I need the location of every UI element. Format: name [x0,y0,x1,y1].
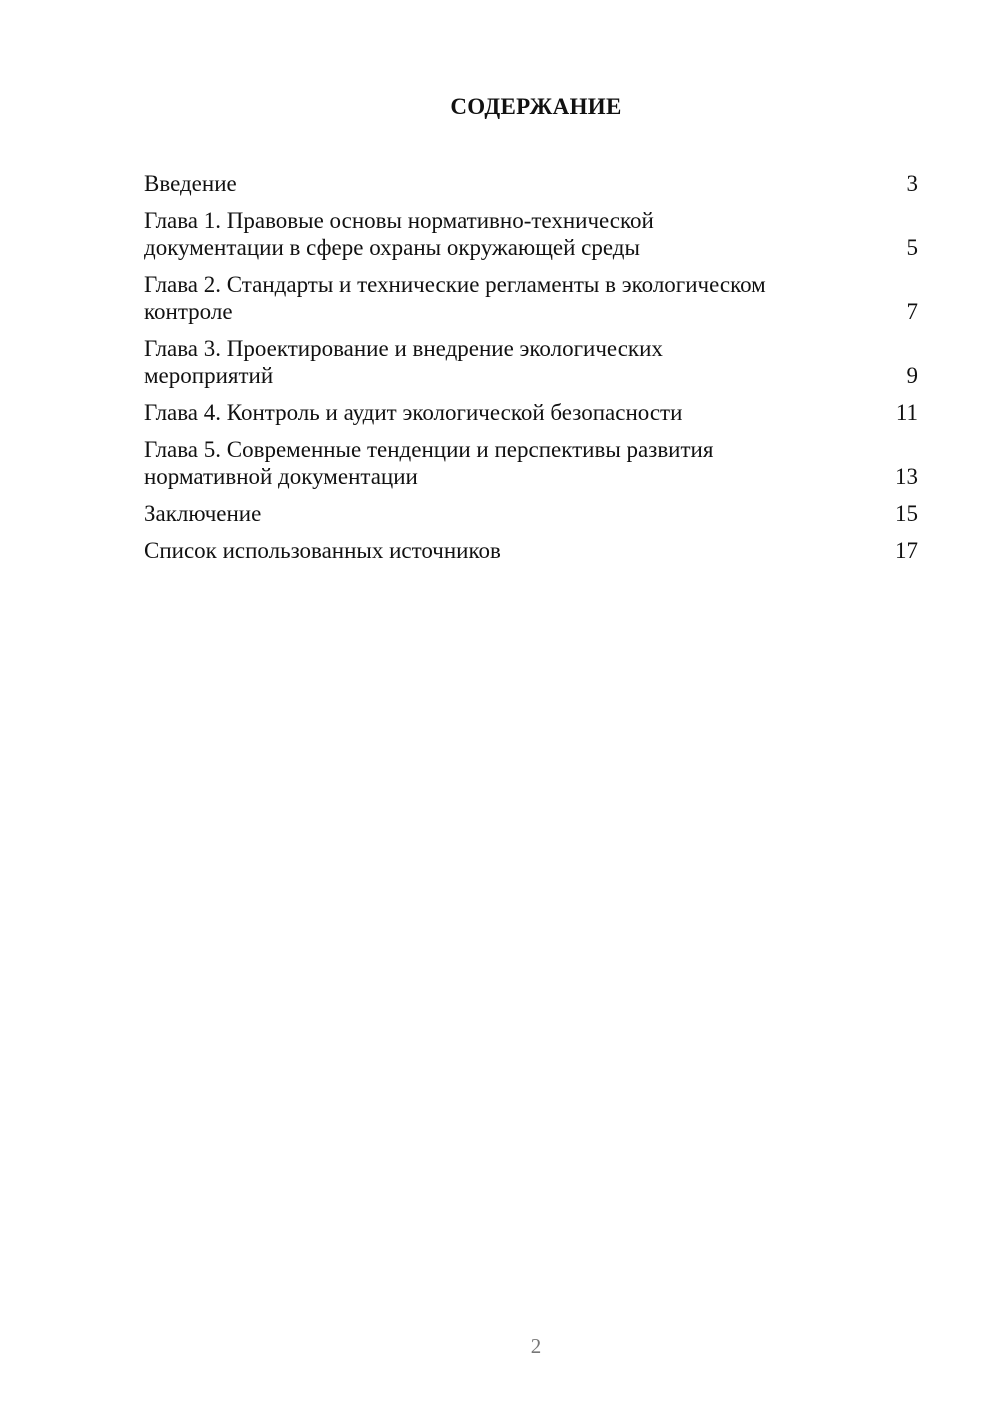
page-number: 2 [530,1334,542,1358]
page-title: СОДЕРЖАНИЕ [450,94,622,119]
toc-entry-title: Глава 4. Контроль и аудит экологической безопасности [144,400,683,425]
toc-entry-title: Глава 5. Современные тенденции и перспективы развития нормативной документации [144,437,714,489]
toc-entry-page: 17 [895,538,918,563]
toc-entry-introduction [144,170,920,197]
toc-entry-page: 11 [895,400,918,425]
toc-entry-references [144,537,920,564]
toc-entry-title: Заключение [144,501,262,526]
toc-entry-chapter-4 [144,399,920,426]
toc-entry-title: Список использованных источников [144,538,501,563]
toc-entry-chapter-2 [144,271,920,325]
toc-entry-page: 3 [906,171,918,196]
toc-entry-chapter-5 [144,436,920,490]
toc-entry-title: Глава 3. Проектирование и внедрение экологических мероприятий [144,336,663,388]
toc-entry-page: 7 [906,299,918,324]
table-of-contents [144,170,920,574]
toc-entry-page: 15 [895,501,918,526]
toc-entry-page: 5 [906,235,918,260]
toc-entry-chapter-3 [144,335,920,389]
toc-entry-title: Глава 2. Стандарты и технические регламенты в экологическом контроле [144,272,766,324]
toc-entry-chapter-1 [144,207,920,261]
toc-entry-page: 13 [895,464,918,489]
toc-entry-title: Глава 1. Правовые основы нормативно-технической документации в сфере охраны окружающей среды [144,208,654,260]
toc-entry-title: Введение [144,171,237,196]
toc-entry-conclusion [144,500,920,527]
toc-entry-page: 9 [906,363,918,388]
